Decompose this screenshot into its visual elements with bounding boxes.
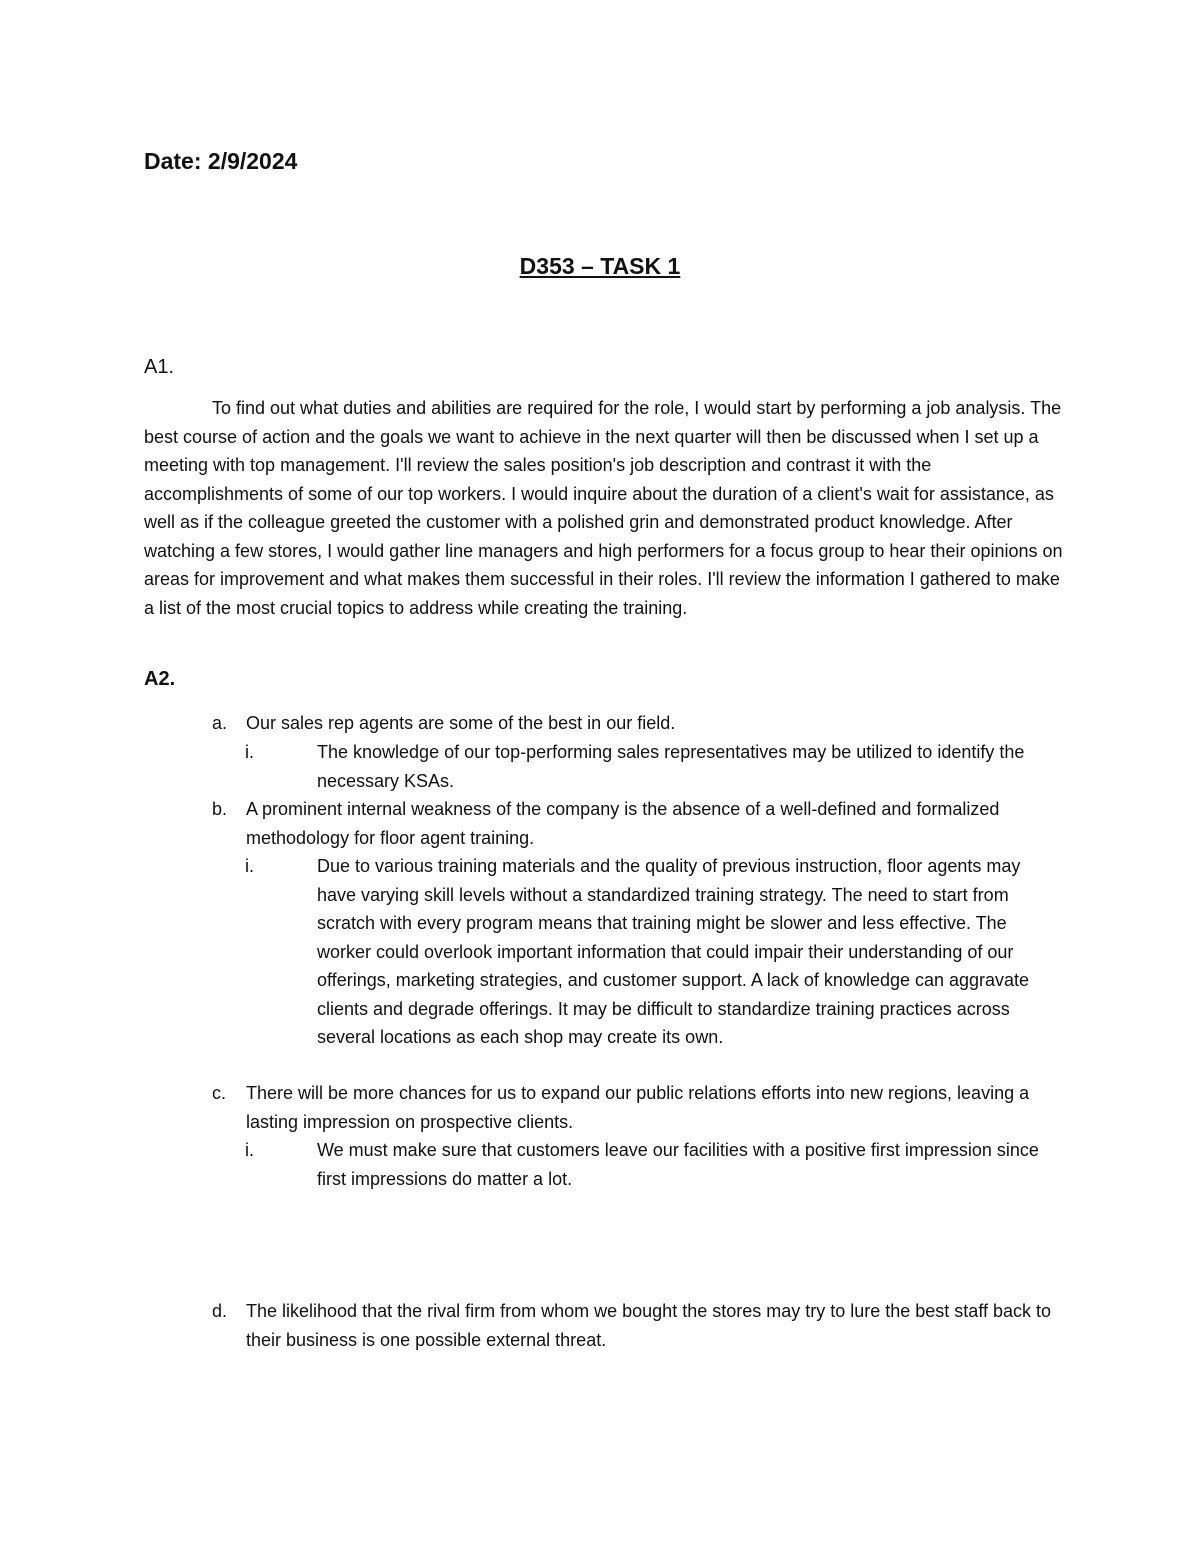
list-item-text: We must make sure that customers leave our facilities with a positive first impression since first impressions do matter a lot.: [317, 1140, 1039, 1189]
section-a1-paragraph: To find out what duties and abilities are required for the role, I would start by performing a job analysis. The best course of action and the goals we want to achieve in the next quarter will then be discussed when I set up a meeting with top management. I'll review the sales position's job description and contrast it with the accomplishments of some of our top workers. I would inquire about the duration of a client's wait for assistance, as well as if the colleague greeted the customer with a polished grin and demonstrated product knowledge. After watching a few stores, I would gather line managers and high performers for a focus group to hear their opinions on areas for improvement and what makes them successful in their roles. I'll review the information I gathered to make a list of the most crucial topics to address while creating the training.: [144, 398, 1063, 618]
list-marker: c.: [212, 1083, 227, 1103]
document-title: D353 – TASK 1: [519, 253, 681, 279]
list-item-text: There will be more chances for us to expand our public relations efforts into new regions, leaving a lasting impression on prospective clients.: [246, 1083, 1030, 1132]
list-marker: a.: [212, 713, 228, 733]
section-a1-heading: A1.: [144, 356, 175, 378]
list-marker: i.: [245, 1140, 254, 1160]
list-marker: i.: [245, 742, 254, 762]
list-marker: i.: [245, 856, 254, 876]
list-item-text: A prominent internal weakness of the company is the absence of a well-defined and formalized methodology for floor agent training.: [246, 799, 1000, 848]
list-item-text: The knowledge of our top-performing sales representatives may be utilized to identify the necessary KSAs.: [317, 742, 1025, 791]
document-date: Date: 2/9/2024: [144, 148, 298, 174]
list-item-text: Due to various training materials and the quality of previous instruction, floor agents may have varying skill levels without a standardized training strategy. The need to start from scratch with every program means that training might be slower and less effective. The worker could overlook important information that could impair their understanding of our offerings, marketing strategies, and customer support. A lack of knowledge can aggravate clients and degrade offerings. It may be difficult to standardize training practices across several locations as each shop may create its own.: [317, 856, 1030, 1047]
list-marker: d.: [212, 1301, 228, 1321]
list-item-text: Our sales rep agents are some of the best in our field.: [246, 713, 676, 733]
section-a2-heading: A2.: [144, 668, 176, 690]
list-item-text: The likelihood that the rival firm from whom we bought the stores may try to lure the best staff back to their business is one possible external threat.: [246, 1301, 1052, 1350]
list-marker: b.: [212, 799, 228, 819]
